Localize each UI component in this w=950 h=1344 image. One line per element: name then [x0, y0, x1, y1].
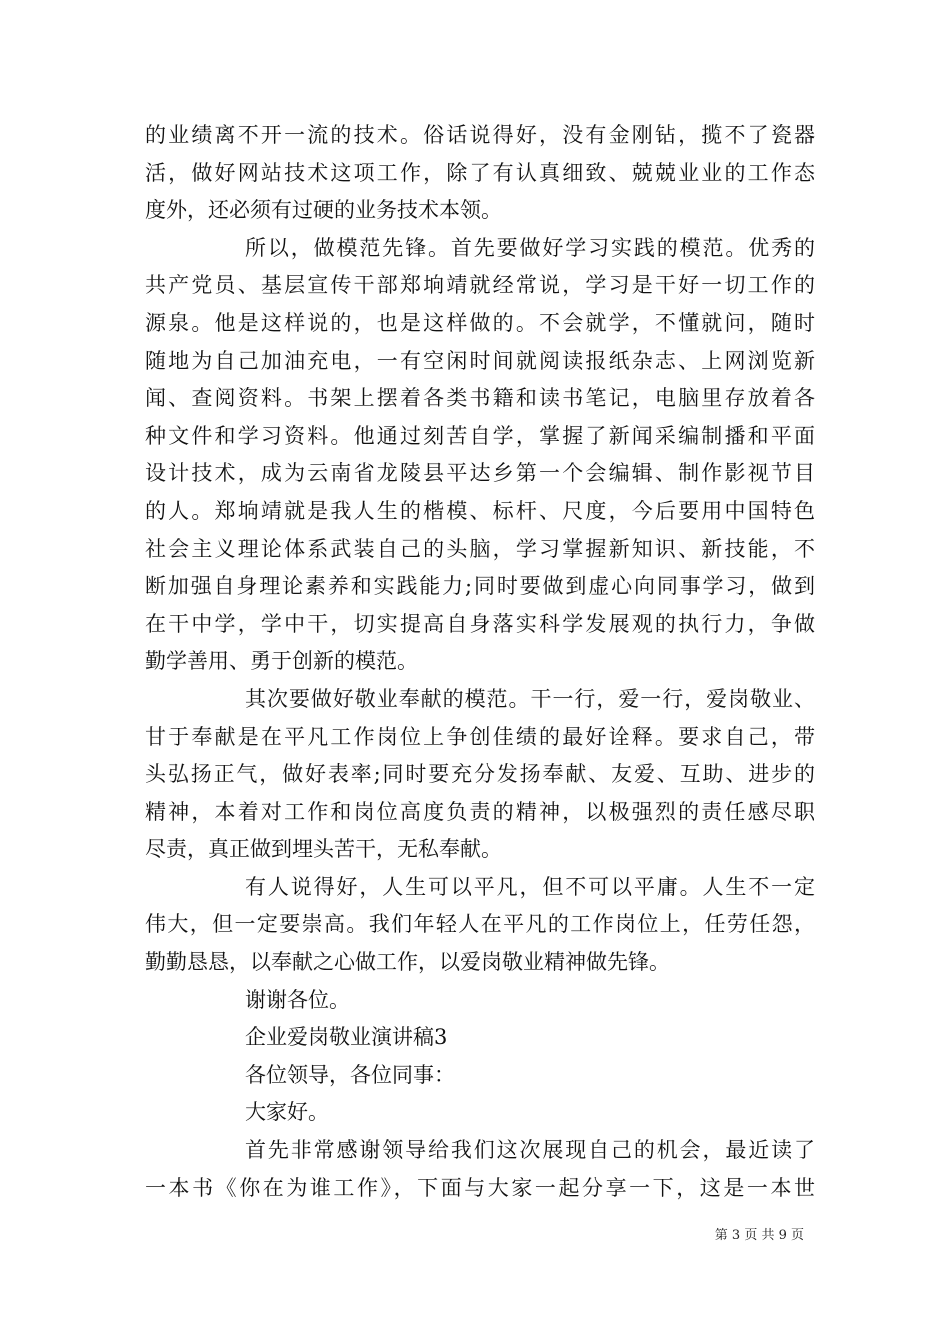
text-line: 度外，还必须有过硬的业务技术本领。: [145, 198, 502, 223]
text-line: 的人。郑垧靖就是我人生的楷模、标杆、尺度，今后要用中国特色: [145, 498, 815, 523]
page-number: 第 3 页 共 9 页: [714, 1228, 804, 1243]
text-line: 甘于奉献是在平凡工作岗位上争创佳绩的最好诠释。要求自己，带: [145, 724, 815, 749]
text-line: 活，做好网站技术这项工作，除了有认真细致、兢兢业业的工作态: [145, 160, 815, 185]
text-line: 设计技术，成为云南省龙陵县平达乡第一个会编辑、制作影视节目: [145, 461, 815, 486]
text-line: 随地为自己加油充电，一有空闲时间就阅读报纸杂志、上网浏览新: [145, 348, 815, 373]
text-line: 勤学善用、勇于创新的模范。: [145, 649, 418, 674]
text-line: 源泉。他是这样说的，也是这样做的。不会就学，不懂就问，随时: [145, 310, 815, 335]
greeting-line: 大家好。: [245, 1100, 329, 1125]
document-body: [145, 117, 815, 1207]
paragraph-start-line: 首先非常感谢领导给我们这次展现自己的机会，最近读了: [245, 1138, 815, 1163]
text-line: 的业绩离不开一流的技术。俗话说得好，没有金刚钻，揽不了瓷器: [145, 123, 815, 147]
closing-line: 谢谢各位。: [245, 987, 350, 1012]
text-line: 勤勤恳恳，以奉献之心做工作，以爱岗敬业精神做先锋。: [145, 950, 670, 975]
text-line: 闻、查阅资料。书架上摆着各类书籍和读书笔记，电脑里存放着各: [145, 386, 815, 411]
paragraph-start-line: 其次要做好敬业奉献的模范。干一行，爱一行，爱岗敬业、: [245, 686, 815, 711]
section-title: 企业爱岗敬业演讲稿3: [245, 1025, 448, 1050]
text-line: 精神，本着对工作和岗位高度负责的精神，以极强烈的责任感尽职: [145, 799, 815, 824]
text-line: 断加强自身理论素养和实践能力;同时要做到虚心向同事学习，做到: [145, 574, 815, 599]
text-line: 尽责，真正做到埋头苦干，无私奉献。: [145, 837, 502, 862]
text-line: 社会主义理论体系武装自己的头脑，学习掌握新知识、新技能，不: [145, 536, 815, 561]
text-line: 头弘扬正气，做好表率;同时要充分发扬奉献、友爱、互助、进步的: [145, 762, 815, 787]
page-footer: [0, 1228, 950, 1244]
salutation-line: 各位领导，各位同事：: [245, 1062, 455, 1087]
paragraph-start-line: 所以，做模范先锋。首先要做好学习实践的模范。优秀的: [245, 235, 815, 260]
text-line: 伟大，但一定要崇高。我们年轻人在平凡的工作岗位上，任劳任怨，: [145, 912, 815, 937]
paragraph-start-line: 有人说得好，人生可以平凡，但不可以平庸。人生不一定: [245, 874, 815, 899]
text-line: 共产党员、基层宣传干部郑垧靖就经常说，学习是干好一切工作的: [145, 273, 815, 298]
text-line: 在干中学，学中干，切实提高自身落实科学发展观的执行力，争做: [145, 611, 815, 636]
text-line: 种文件和学习资料。他通过刻苦自学，掌握了新闻采编制播和平面: [145, 423, 815, 448]
text-line: 一本书《你在为谁工作》，下面与大家一起分享一下，这是一本世: [145, 1175, 815, 1200]
